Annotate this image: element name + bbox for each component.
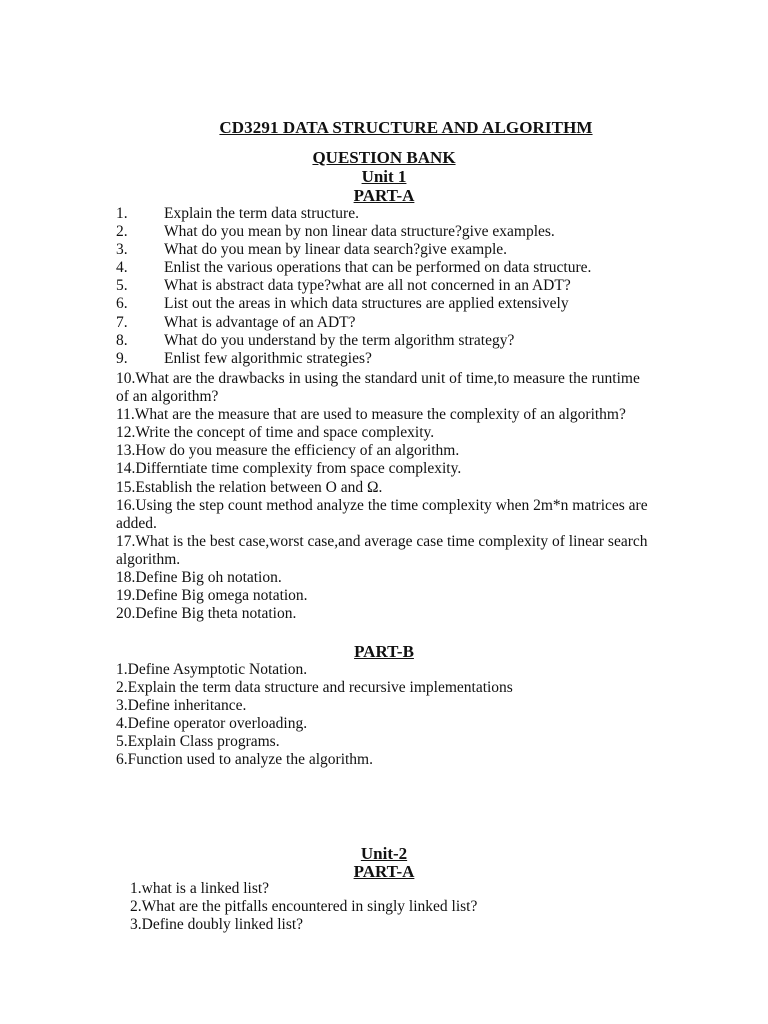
- list-item: [116, 295, 676, 313]
- list-item: 1.what is a linked list?: [130, 880, 270, 897]
- list-item: 3.Define inheritance.: [116, 697, 247, 715]
- list-item: [116, 277, 676, 295]
- item-text: Enlist few algorithmic strategies?: [164, 349, 372, 367]
- list-item: 13.How do you measure the efficiency of an algorithm.: [116, 442, 460, 460]
- unit-2-heading: Unit-2: [360, 844, 408, 863]
- list-item: [116, 332, 676, 350]
- item-number: 5.: [116, 277, 128, 295]
- list-item: [116, 350, 676, 368]
- list-item: 15.Establish the relation between O and Ω.: [116, 478, 383, 496]
- list-item: 1.Define Asymptotic Notation.: [116, 661, 308, 678]
- list-item: 6.Function used to analyze the algorithm.: [116, 751, 373, 769]
- list-item: 11.What are the measure that are used to measure the complexity of an algorithm?: [116, 406, 626, 424]
- list-item: [116, 223, 676, 241]
- item-text: What do you mean by linear data search?give example.: [164, 241, 508, 259]
- list-item: [116, 205, 676, 223]
- list-item: 4.Define operator overloading.: [116, 715, 308, 733]
- unit-1-heading: Unit 1: [361, 167, 407, 186]
- list-item: 17.What is the best case,worst case,and average case time complexity of linear search algorithm.: [116, 532, 648, 568]
- unit-1-part-a-heading: PART-A: [353, 186, 415, 205]
- list-item: 19.Define Big omega notation.: [116, 587, 308, 605]
- unit-1-part-a-continued-list: [116, 370, 656, 623]
- list-item: 14.Differntiate time complexity from space complexity.: [116, 460, 462, 478]
- item-text: Explain the term data structure.: [164, 205, 359, 222]
- list-item: 10.What are the drawbacks in using the standard unit of time,to measure the runtime of an algorithm?: [116, 370, 640, 406]
- list-item: 20.Define Big theta notation.: [116, 605, 297, 623]
- unit-2-part-a-list: [130, 880, 650, 934]
- unit-1-part-b-heading: PART-B: [354, 642, 414, 661]
- unit-1-part-a-numbered-list: [116, 205, 676, 368]
- item-number: 2.: [116, 223, 128, 241]
- list-item: 2.What are the pitfalls encountered in singly linked list?: [130, 898, 478, 916]
- item-text: List out the areas in which data structures are applied extensively: [164, 295, 569, 313]
- item-text: What do you understand by the term algorithm strategy?: [164, 331, 515, 349]
- item-number: 9.: [116, 349, 128, 367]
- list-item: 12.Write the concept of time and space complexity.: [116, 424, 435, 442]
- list-item: [116, 259, 676, 277]
- item-number: 1.: [116, 205, 128, 222]
- list-item: 5.Explain Class programs.: [116, 733, 280, 751]
- item-text: What is abstract data type?what are all not concerned in an ADT?: [164, 277, 571, 295]
- item-number: 3.: [116, 241, 128, 259]
- list-item: 16.Using the step count method analyze the time complexity when 2m*n matrices are added.: [116, 496, 648, 532]
- item-text: Enlist the various operations that can be performed on data structure.: [164, 259, 592, 277]
- unit-1-part-b-list: [116, 661, 656, 770]
- item-number: 8.: [116, 331, 128, 349]
- list-item: [116, 241, 676, 259]
- item-number: 6.: [116, 295, 128, 313]
- item-text: What is advantage of an ADT?: [164, 313, 356, 331]
- item-number: 4.: [116, 259, 128, 277]
- list-item: [116, 314, 676, 332]
- document-title: CD3291 DATA STRUCTURE AND ALGORITHM: [219, 118, 593, 137]
- list-item: 18.Define Big oh notation.: [116, 569, 282, 587]
- unit-2-part-a-heading: PART-A: [353, 862, 415, 881]
- list-item: 2.Explain the term data structure and recursive implementations: [116, 679, 513, 697]
- question-bank-heading: QUESTION BANK: [312, 148, 456, 167]
- item-text: What do you mean by non linear data structure?give examples.: [164, 223, 555, 241]
- item-number: 7.: [116, 313, 128, 331]
- list-item: 3.Define doubly linked list?: [130, 916, 304, 934]
